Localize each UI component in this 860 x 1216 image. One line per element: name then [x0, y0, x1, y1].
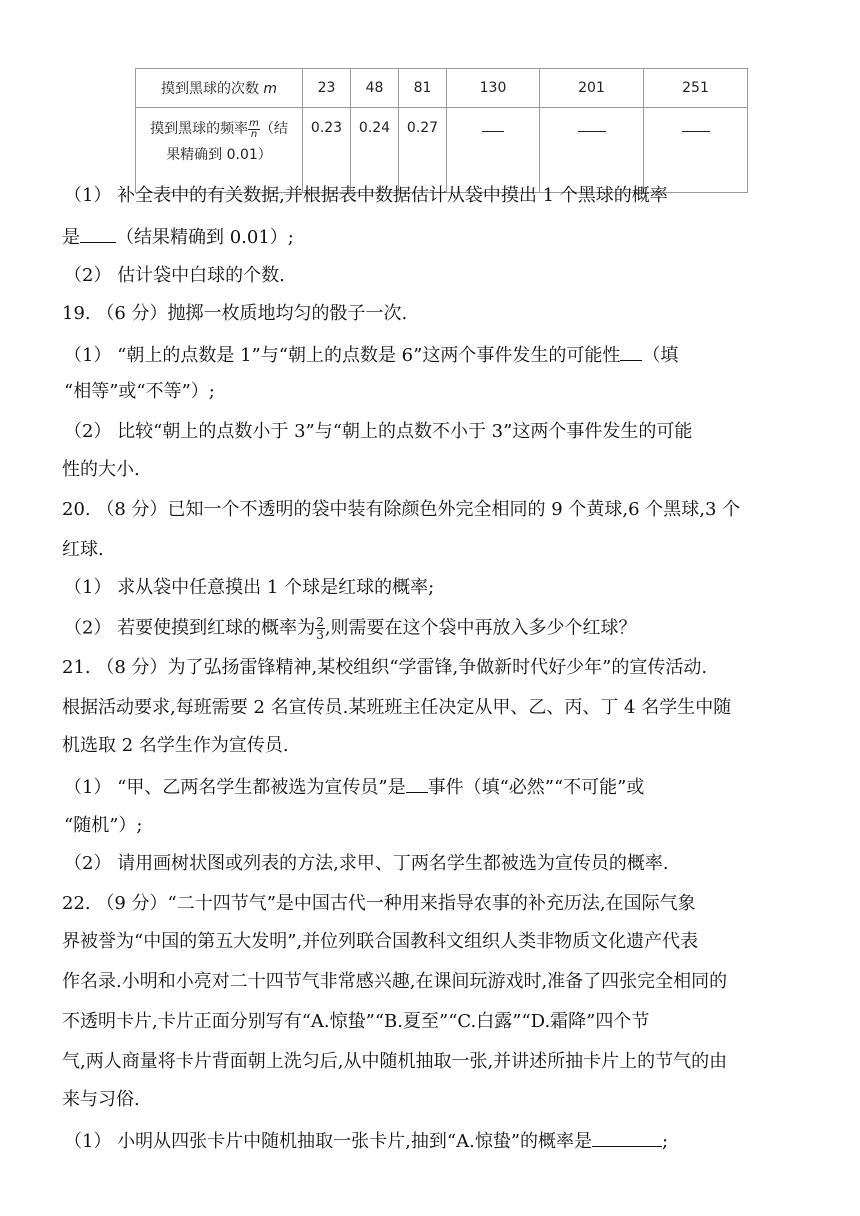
q21-stem-line3: 机选取 2 名学生作为宣传员. — [62, 735, 289, 756]
answer-blank — [620, 342, 642, 361]
q20-part1: （1） 求从袋中任意摸出 1 个球是红球的概率; — [64, 577, 435, 598]
table-cell: 251 — [644, 69, 748, 108]
q20-part2: （2） 若要使摸到红球的概率为 $\frac{2}{3}$ ,则需要在这个袋中再放入多少个红球？ — [64, 615, 637, 642]
table-cell: 48 — [351, 69, 399, 108]
answer-blank — [482, 121, 504, 132]
q18-part1-line1: （1） 补全表中的有关数据,并根据表中数据估计从袋中摸出 1 个黑球的概率 — [64, 185, 668, 206]
q21-stem-line2: 根据活动要求,每班需要 2 名宣传员.某班班主任决定从甲、乙、丙、丁 4 名学生中随 — [62, 697, 732, 718]
q22-line5: 气,两人商量将卡片背面朝上洗匀后,从中随机抽取一张,并讲述所抽卡片上的节气的由 — [62, 1051, 728, 1072]
q20-stem-line1: 20. （8 分）已知一个不透明的袋中装有除颜色外完全相同的 9 个黄球,6 个黑球,3 个 — [62, 499, 741, 520]
blank-cell — [540, 108, 644, 193]
q20-stem-line2: 红球. — [62, 539, 104, 560]
q18-part1-line2: 是 （结果精确到 0.01）; — [62, 224, 294, 250]
q19-part1-line2: “相等”或“不等”）; — [64, 381, 215, 402]
answer-blank — [682, 121, 710, 132]
fraction-m-over-n: $\frac{m}{n}$ — [249, 117, 259, 140]
blank-cell — [447, 108, 540, 193]
q22-line6: 来与习俗. — [62, 1089, 140, 1110]
frequency-table — [135, 68, 748, 193]
q19-part2-line2: 性的大小. — [62, 459, 140, 480]
answer-blank — [406, 774, 428, 793]
q22-line4: 不透明卡片,卡片正面分别写有“A.惊蛰”“B.夏至”“C.白露”“D.霜降”四个节 — [62, 1011, 650, 1032]
q21-part1-line1: （1） “甲、乙两名学生都被选为宣传员”是 事件（填“必然”“不可能”或 — [64, 774, 644, 800]
q21-stem-line1: 21. （8 分）为了弘扬雷锋精神,某校组织“学雷锋,争做新时代好少年”的宣传活动. — [62, 657, 708, 678]
q19-part2-line1: （2） 比较“朝上的点数小于 3”与“朝上的点数不小于 3”这两个事件发生的可能 — [64, 421, 693, 442]
table-cell: 0.27 — [399, 108, 447, 193]
answer-blank — [80, 224, 116, 243]
q19-stem: 19. （6 分）抛掷一枚质地均匀的骰子一次. — [62, 303, 408, 324]
table-cell: 201 — [540, 69, 644, 108]
q22-line3: 作名录.小明和小亮对二十四节气非常感兴趣,在课间玩游戏时,准备了四张完全相同的 — [62, 971, 728, 992]
q18-part2: （2） 估计袋中白球的个数. — [64, 265, 285, 286]
row-header-frequency: 摸到黑球的频率 $\frac{m}{n}$ （结 果精确到 0.01） — [136, 108, 303, 193]
q19-part1-line1: （1） “朝上的点数是 1”与“朝上的点数是 6”这两个事件发生的可能性 （填 — [64, 342, 678, 368]
table-cell: 0.23 — [303, 108, 351, 193]
blank-cell — [644, 108, 748, 193]
q22-line1: 22. （9 分）“二十四节气”是中国古代一种用来指导农事的补充历法,在国际气象 — [62, 893, 696, 914]
q21-part2: （2） 请用画树状图或列表的方法,求甲、丁两名学生都被选为宣传员的概率. — [64, 853, 669, 874]
answer-blank — [592, 1128, 662, 1147]
table-cell: 23 — [303, 69, 351, 108]
table-row — [136, 69, 748, 108]
table-row — [136, 108, 748, 193]
q21-part1-line2: “随机”）; — [64, 815, 143, 836]
table-cell: 81 — [399, 69, 447, 108]
q22-part1: （1） 小明从四张卡片中随机抽取一张卡片,抽到“A.惊蛰”的概率是 ; — [64, 1128, 668, 1154]
table-cell: 130 — [447, 69, 540, 108]
fraction-two-thirds: $\frac{2}{3}$ — [316, 615, 324, 642]
answer-blank — [578, 121, 606, 132]
q22-line2: 界被誉为“中国的第五大发明”,并位列联合国教科文组织人类非物质文化遗产代表 — [62, 931, 699, 952]
table-cell: 0.24 — [351, 108, 399, 193]
row-header-count: 摸到黑球的次数 m — [136, 69, 303, 108]
